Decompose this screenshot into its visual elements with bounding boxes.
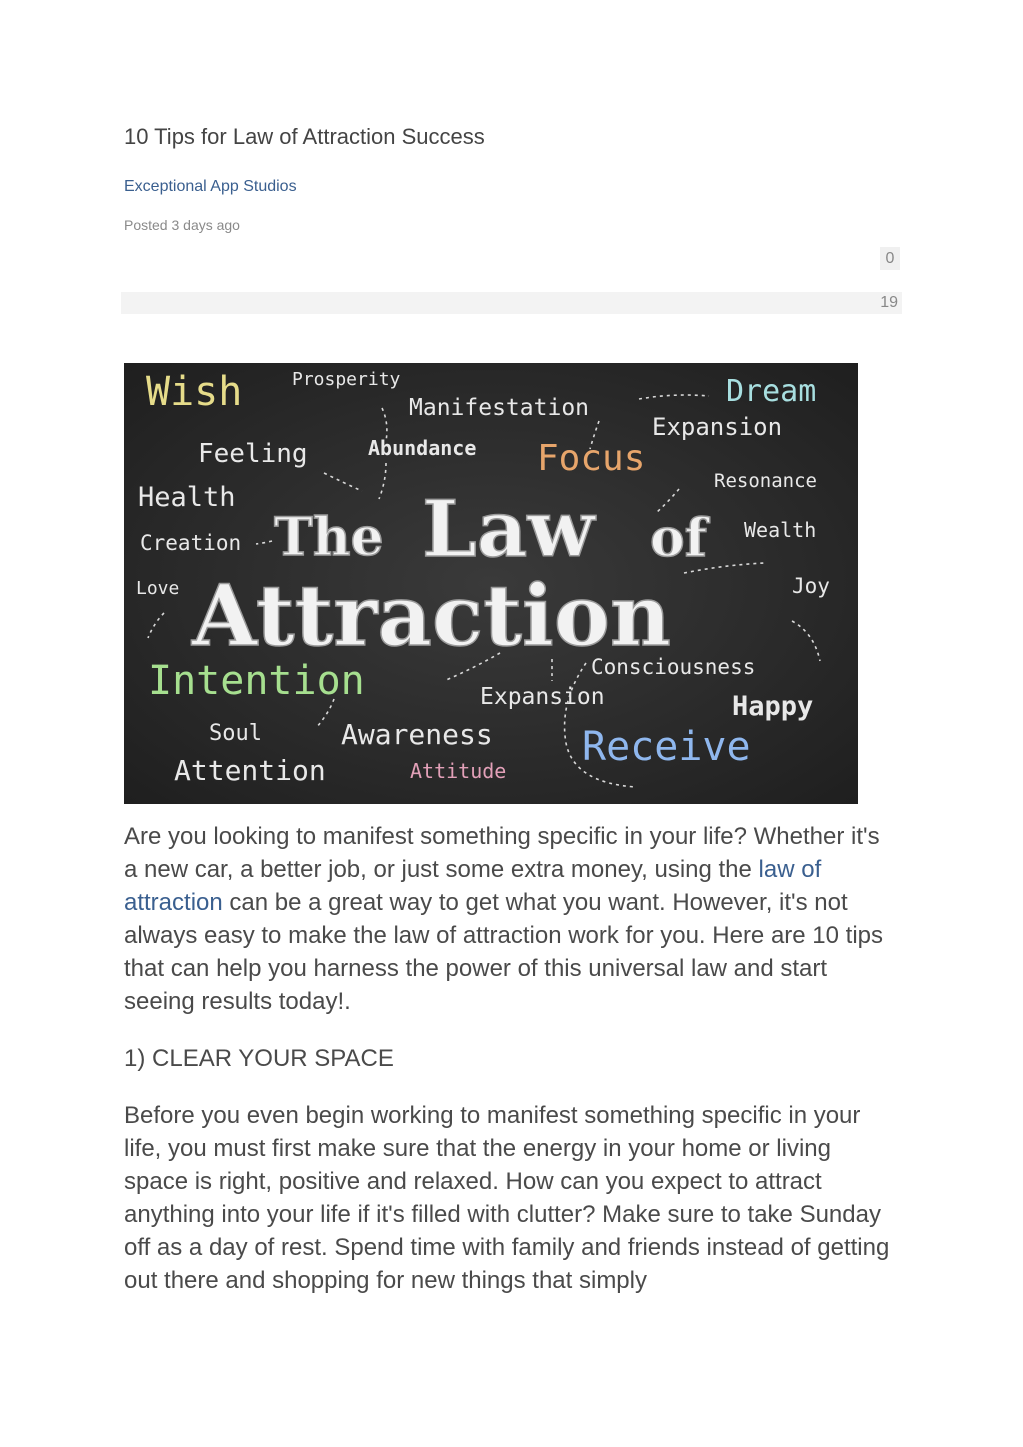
word-expansion-top: Expansion	[652, 413, 783, 441]
word-consciousness: Consciousness	[591, 655, 756, 679]
posted-time: Posted 3 days ago	[124, 217, 240, 233]
comment-count-badge[interactable]: 0	[880, 247, 900, 270]
intro-text-before: Are you looking to manifest something specific in your life? Whether it's a new car, a better job, or just some extra money, using the	[124, 823, 880, 883]
word-health: Health	[138, 482, 236, 513]
word-soul: Soul	[209, 721, 262, 746]
author-link[interactable]: Exceptional App Studios	[124, 178, 297, 195]
word-expansion-bottom: Expansion	[480, 684, 605, 710]
law-of-attraction-link[interactable]: law of attraction	[124, 856, 822, 916]
word-intention: Intention	[148, 658, 365, 704]
word-prosperity: Prosperity	[292, 369, 401, 390]
intro-paragraph	[124, 820, 899, 1018]
law-of-attraction-chalkboard-image	[124, 363, 858, 804]
word-abundance: Abundance	[368, 436, 477, 460]
word-love: Love	[136, 578, 180, 599]
article-body	[124, 820, 899, 1297]
word-attention: Attention	[174, 754, 326, 787]
word-attraction: Attraction	[192, 566, 671, 665]
view-count: 19	[880, 294, 898, 311]
word-dream: Dream	[726, 374, 817, 409]
chalkboard-illustration	[124, 363, 858, 804]
intro-text-after: can be a great way to get what you want. However, it's not always easy to make the law of attraction work for you. Here are 10 tips that can help you harness the power of this universal law and start seeing results today!.	[124, 889, 884, 1015]
word-of: of	[650, 508, 708, 569]
word-attitude: Attitude	[410, 759, 507, 783]
word-the: The	[274, 507, 384, 568]
word-creation: Creation	[140, 531, 242, 555]
word-manifestation: Manifestation	[409, 395, 590, 421]
word-resonance: Resonance	[714, 470, 817, 492]
word-joy: Joy	[792, 574, 830, 598]
word-law: Law	[422, 484, 595, 575]
section-heading: 1) CLEAR YOUR SPACE	[124, 1045, 394, 1072]
stats-bar	[121, 292, 902, 314]
article-title: 10 Tips for Law of Attraction Success	[124, 124, 485, 149]
word-wish: Wish	[146, 369, 243, 415]
word-focus: Focus	[537, 438, 646, 479]
word-awareness: Awareness	[341, 718, 493, 751]
section-paragraph: Before you even begin working to manifest something specific in your life, you must first make sure that the energy in your home or living space is right, positive and relaxed. How can you expect to attract anything into your life if it's filled with clutter? Make sure to take Sunday off as a day of rest. Spend time with family and friends instead of getting out there and shopping for new things that simply	[124, 1102, 890, 1294]
word-wealth: Wealth	[744, 518, 817, 542]
word-receive: Receive	[582, 724, 751, 770]
word-happy: Happy	[732, 691, 814, 722]
word-feeling: Feeling	[198, 439, 308, 469]
